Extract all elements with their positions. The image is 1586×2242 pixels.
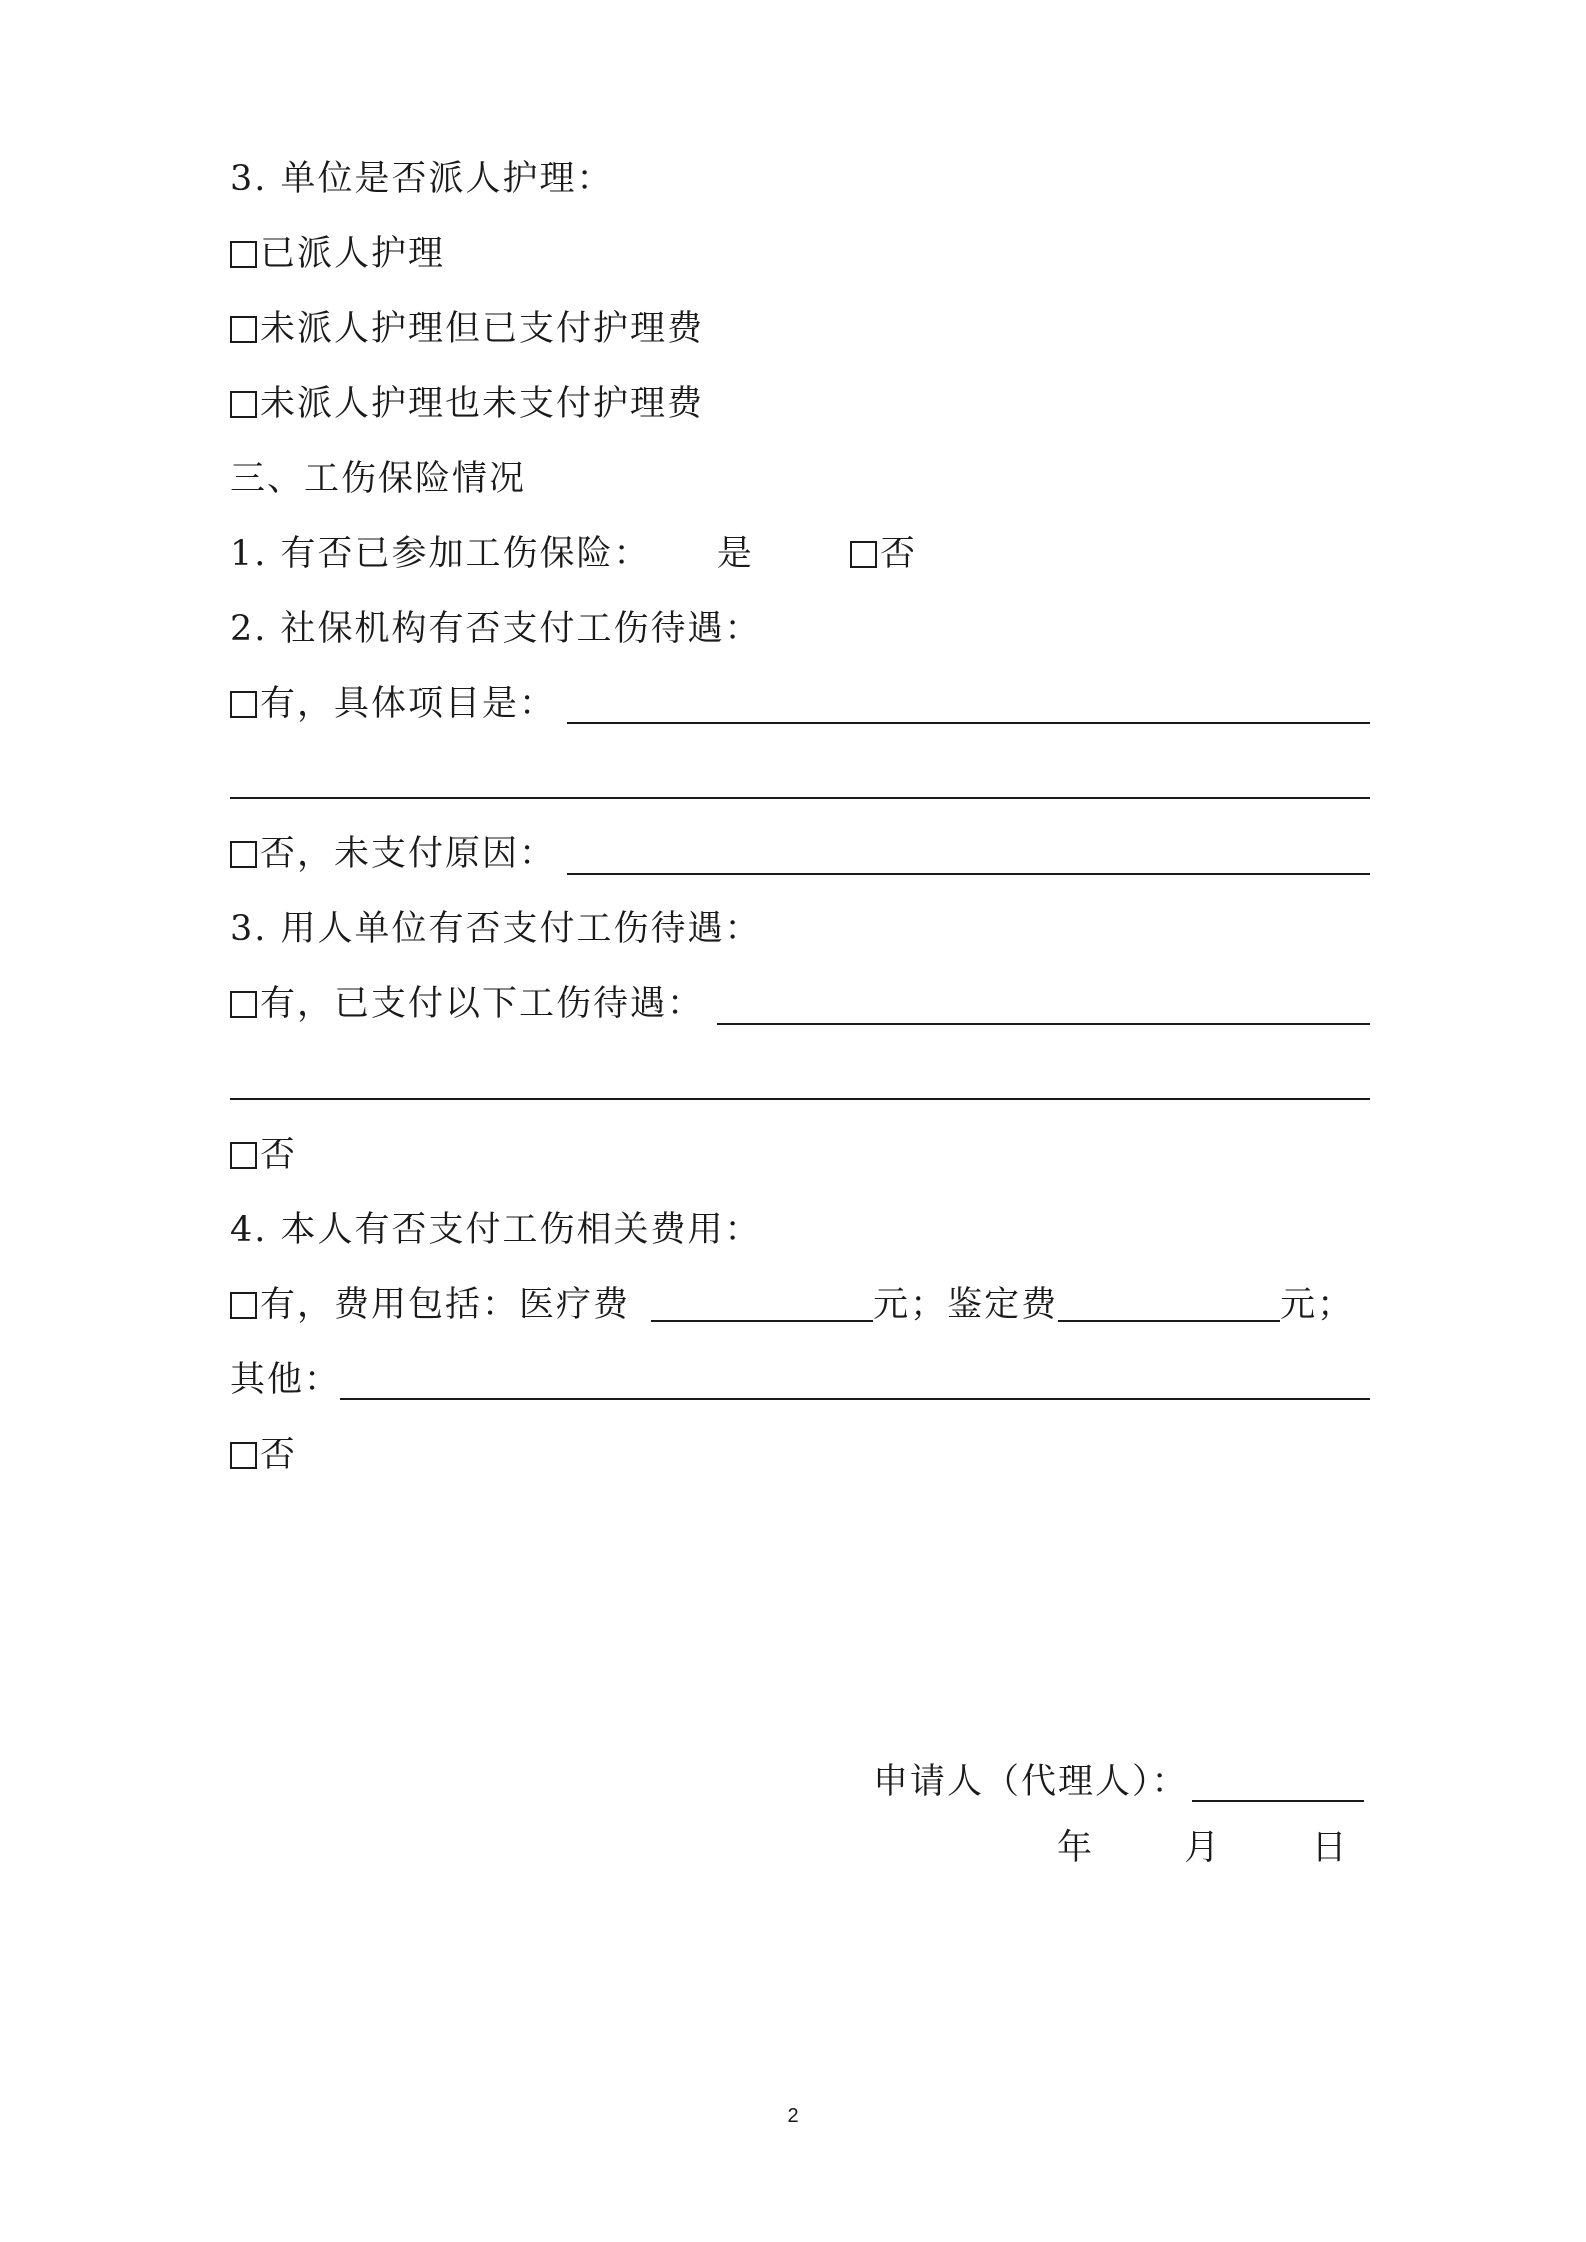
q2-no-row[interactable]: 否，未支付原因： — [230, 832, 556, 876]
applicant-label: 申请人（代理人）： — [873, 1762, 1189, 1802]
medical-fee-field[interactable] — [651, 1288, 873, 1322]
q4-label: 4. 本人有否支付工伤相关费用： — [230, 1210, 762, 1250]
date-year: 年 — [1057, 1828, 1095, 1868]
checkbox[interactable] — [230, 1142, 257, 1169]
q3-yes-row[interactable]: 有，已支付以下工伤待遇： — [230, 982, 704, 1026]
applicant-signature-field[interactable] — [1192, 1800, 1364, 1802]
q2-yes-row[interactable]: 有，具体项目是： — [230, 682, 556, 726]
q1-label: 1. 有否已参加工伤保险： — [230, 534, 651, 574]
q3-no-row[interactable]: 否 — [230, 1133, 297, 1177]
date-day: 日 — [1311, 1828, 1349, 1868]
q4-other-row: 其他： — [230, 1360, 342, 1400]
q4-yes-row[interactable]: 有，费用包括：医疗费 元；鉴定费 元； — [230, 1283, 1354, 1327]
q2-yes-field[interactable] — [567, 722, 1370, 724]
checkbox[interactable] — [230, 391, 257, 418]
care-question: 3. 单位是否派人护理： — [230, 159, 614, 199]
checkbox[interactable] — [230, 316, 257, 343]
q3-label: 3. 用人单位有否支付工伤待遇： — [230, 909, 762, 949]
section-heading: 三、工伤保险情况 — [230, 459, 527, 499]
checkbox[interactable] — [230, 241, 257, 268]
q2-label: 2. 社保机构有否支付工伤待遇： — [230, 609, 762, 649]
page-number: 2 — [787, 2105, 799, 2127]
q2-yes-field-line-2[interactable] — [230, 797, 1370, 799]
q4-no-row[interactable]: 否 — [230, 1433, 297, 1477]
care-option-1[interactable]: 已派人护理 — [230, 232, 445, 276]
appraisal-fee-field[interactable] — [1058, 1288, 1280, 1322]
checkbox[interactable] — [230, 1442, 257, 1469]
checkbox[interactable] — [850, 541, 877, 568]
q1-row — [230, 532, 917, 576]
care-option-2[interactable]: 未派人护理但已支付护理费 — [230, 307, 704, 351]
date-month: 月 — [1184, 1828, 1222, 1868]
q1-yes[interactable]: 是 — [716, 534, 754, 574]
care-option-3[interactable]: 未派人护理也未支付护理费 — [230, 382, 704, 426]
q3-yes-field-line-2[interactable] — [230, 1098, 1370, 1100]
q3-yes-field[interactable] — [717, 1023, 1370, 1025]
checkbox[interactable] — [230, 841, 257, 868]
q4-other-field[interactable] — [340, 1398, 1370, 1400]
checkbox[interactable] — [230, 1292, 257, 1319]
date-row — [1057, 1826, 1349, 1870]
q1-no: 否 — [880, 534, 918, 574]
checkbox[interactable] — [230, 691, 257, 718]
checkbox[interactable] — [230, 991, 257, 1018]
q2-no-reason-field[interactable] — [567, 873, 1370, 875]
